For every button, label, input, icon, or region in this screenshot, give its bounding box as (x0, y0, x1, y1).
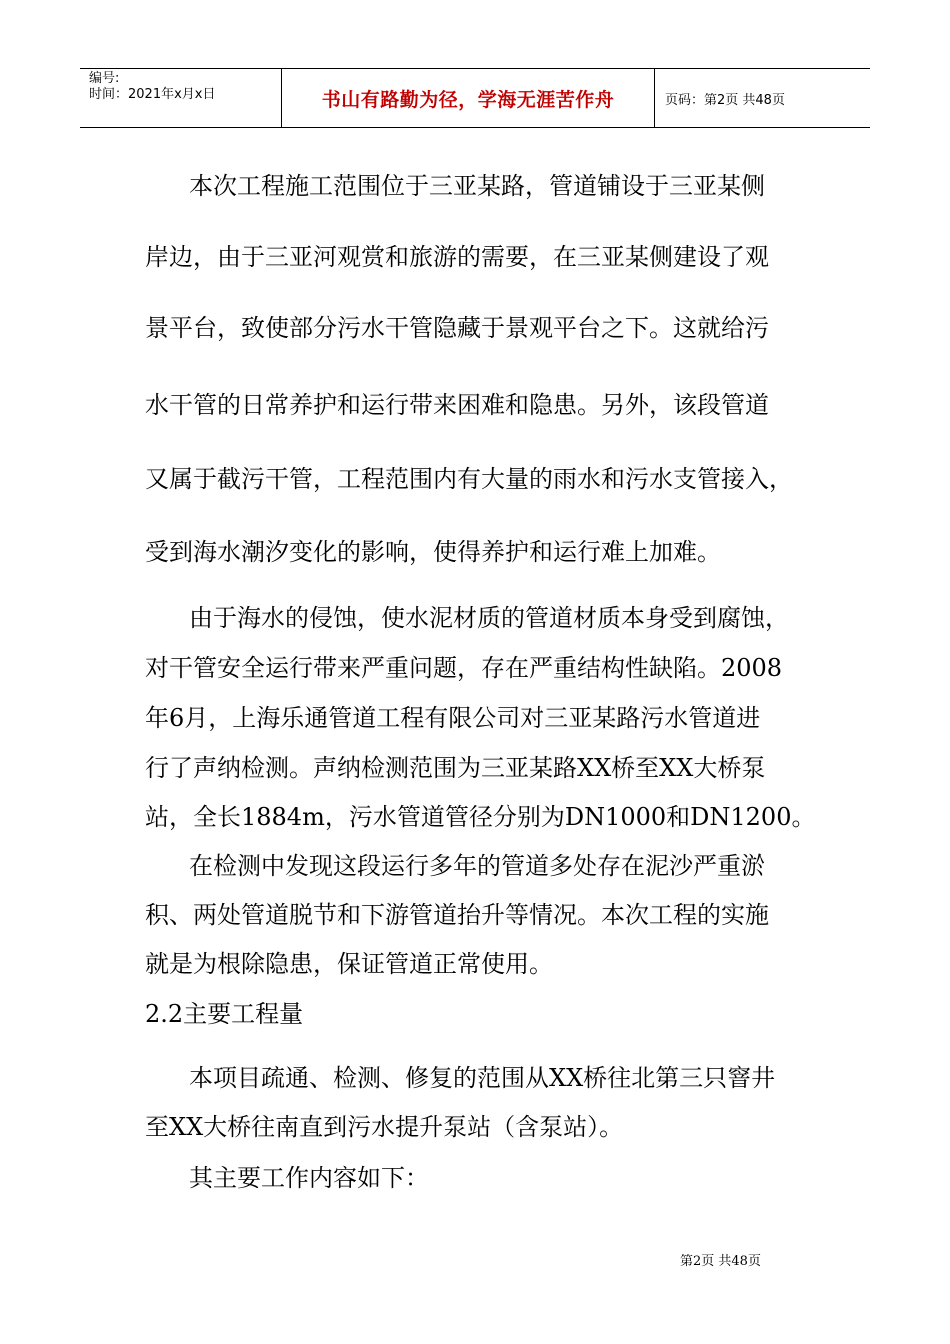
paragraph-line: 由于海水的侵蚀，使水泥材质的管道材质本身受到腐蚀， (189, 604, 789, 632)
header-motto: 书山有路勤为径，学海无涯苦作舟 (321, 88, 615, 111)
header-meta-cell (80, 69, 282, 127)
page-footer (680, 1250, 870, 1269)
paragraph-line: 积、两处管道脱节和下游管道抬升等情况。本次工程的实施 (145, 901, 769, 929)
serial-number-label: 编号: (89, 71, 120, 86)
paragraph-line: 水干管的日常养护和运行带来困难和隐患。另外，该段管道 (145, 391, 769, 419)
header-page-number: 页码：第2页 共48页 (665, 92, 785, 108)
header-motto-cell (282, 69, 655, 127)
paragraph-line: 对干管安全运行带来严重问题，存在严重结构性缺陷。2008 (145, 654, 783, 682)
paragraph-line: 景平台，致使部分污水干管隐藏于景观平台之下。这就给污 (145, 314, 769, 342)
paragraph-line: 年6月，上海乐通管道工程有限公司对三亚某路污水管道进 (145, 704, 761, 732)
paragraph-line: 受到海水潮汐变化的影响，使得养护和运行难上加难。 (145, 538, 721, 566)
paragraph-line: 岸边，由于三亚河观赏和旅游的需要，在三亚某侧建设了观 (145, 243, 769, 271)
page-header (80, 68, 870, 128)
paragraph-line: 在检测中发现这段运行多年的管道多处存在泥沙严重淤 (189, 852, 765, 880)
paragraph-line: 行了声纳检测。声纳检测范围为三亚某路XX桥至XX大桥泵 (145, 754, 766, 782)
header-page-cell (655, 69, 870, 127)
footer-page-number: 第2页 共48页 (680, 1254, 761, 1269)
paragraph-line: 至XX大桥往南直到污水提升泵站（含泵站）。 (145, 1113, 624, 1141)
paragraph-line: 站，全长1884m，污水管道管径分别为DN1000和DN1200。 (145, 803, 816, 831)
paragraph-line: 本项目疏通、检测、修复的范围从XX桥往北第三只窨井 (189, 1064, 776, 1092)
paragraph-line: 又属于截污干管，工程范围内有大量的雨水和污水支管接入， (145, 465, 793, 493)
date-label: 时间：2021年x月x日 (89, 87, 216, 102)
section-heading: 2.2主要工程量 (145, 1000, 304, 1028)
paragraph-line: 其主要工作内容如下： (189, 1164, 429, 1192)
paragraph-line: 本次工程施工范围位于三亚某路，管道铺设于三亚某侧 (189, 172, 765, 200)
paragraph-line: 就是为根除隐患，保证管道正常使用。 (145, 950, 553, 978)
